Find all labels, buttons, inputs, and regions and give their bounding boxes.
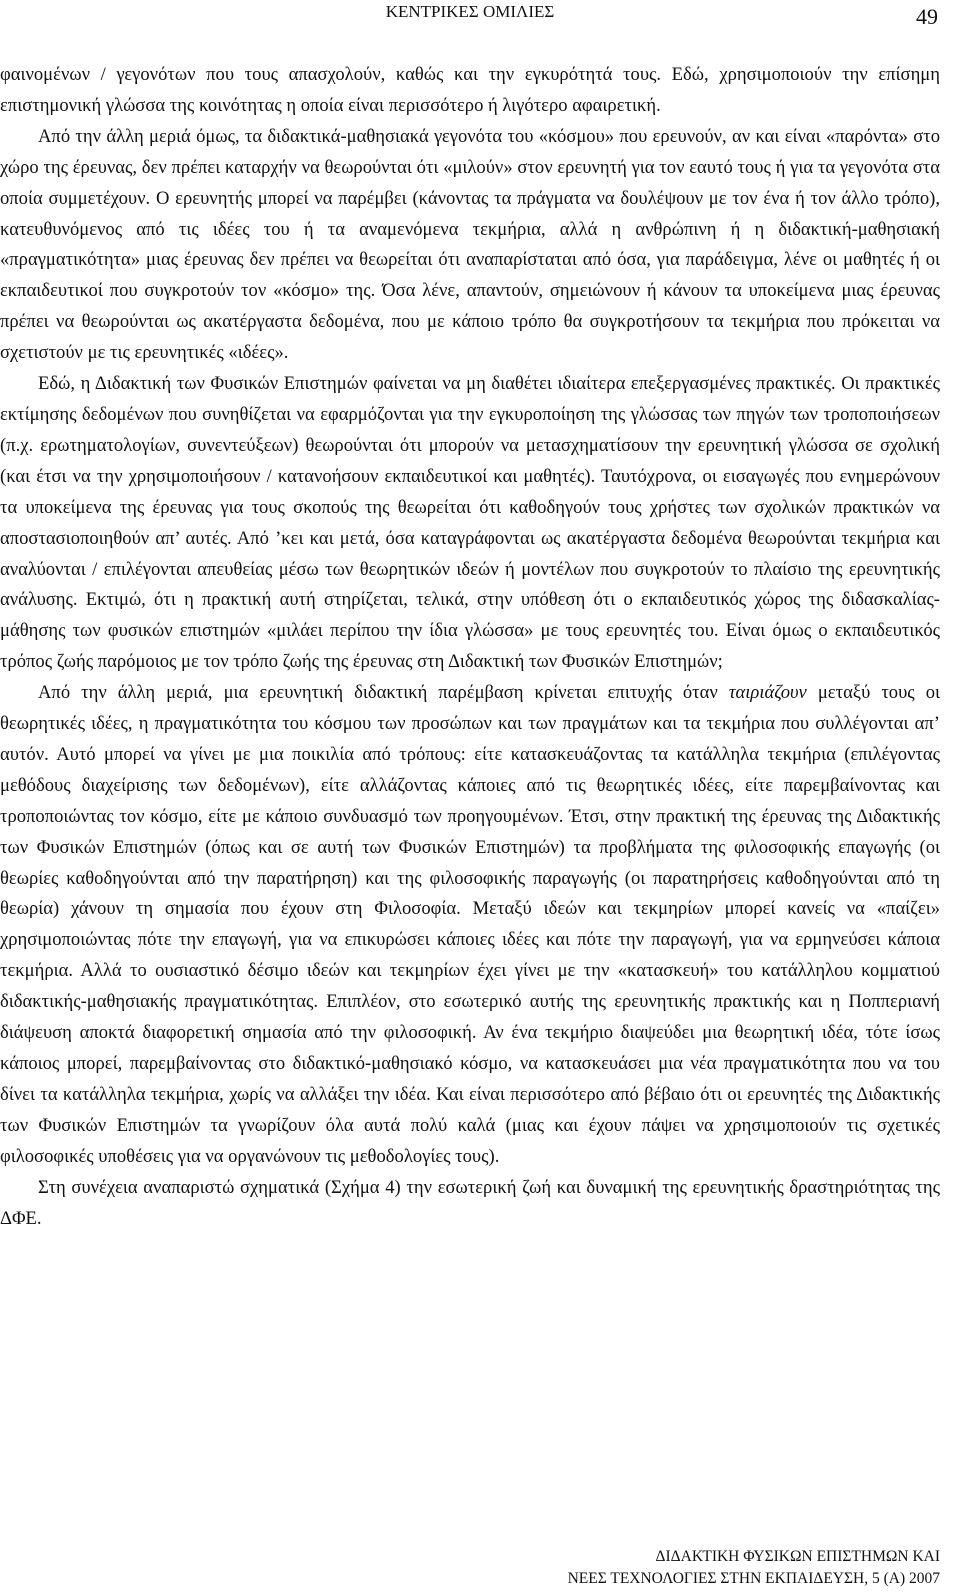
paragraph-continuation: φαινομένων / γεγονότων που τους απασχολούν, καθώς και την εγκυρότητά τους. Εδώ, χρησιμοποιούν την επίσημη επιστημονική γλώσσα της κοινότητας η οποία είναι περισσότερο ή λιγότερο αφαιρετική. [0, 64, 940, 116]
page-number: 49 [916, 4, 938, 29]
running-title: ΚΕΝΤΡΙΚΕΣ ΟΜΙΛΙΕΣ [385, 2, 555, 21]
paragraph: Εδώ, η Διδακτική των Φυσικών Επιστημών φαίνεται να μη διαθέτει ιδιαίτερα επεξεργασμένες πρακτικές. Οι πρακτικές εκτίμησης δεδομένων που συνηθίζεται να εφαρμόζονται για την εγκυροποίηση της γλώσσας των πηγών των τροποποιήσεων (π.χ. ερωτηματολογίων, συνεντεύξεων) θεωρούνται ότι μπορούν να μετασχηματίσουν την ερευνητική γλώσσα σε σχολική (και έτσι να την χρησιμοποιήσουν / κατανοήσουν εκπαιδευτικοί και μαθητές). Ταυτόχρονα, οι εισαγωγές που ενημερώνουν τα υποκείμενα της έρευνας για τους σκοπούς της θεωρείται ότι καθοδηγούν τους χρήστες των σχολικών πρακτικών να αποστασιοποιηθούν απ’ αυτές. Από ’κει και μετά, όσα καταγράφονται ως ακατέργαστα δεδομένα θεωρούνται τεκμήρια και αναλύονται / επιλέγονται απευθείας μέσω των θεωρητικών ιδεών ή μοντέλων που συγκροτούν το πλαίσιο της ερευνητικής ανάλυσης. Εκτιμώ, ότι η πρακτική αυτή στηρίζεται, τελικά, στην υπόθεση ότι ο εκπαιδευτικός χώρος της διδασκαλίας-μάθησης των φυσικών επιστημών «μιλάει περίπου την ίδια γλώσσα» με τους ερευνητές του. Είναι όμως ο εκπαιδευτικός τρόπος ζωής παρόμοιος με τον τρόπο ζωής της έρευνας στη Διδακτική των Φυσικών Επιστημών; [0, 373, 940, 673]
footer-line: ΝΕΕΣ ΤΕΧΝΟΛΟΓΙΕΣ ΣΤΗΝ ΕΚΠΑΙΔΕΥΣΗ, 5 (Α) 2007 [567, 1570, 940, 1587]
paragraph: Από την άλλη μεριά όμως, τα διδακτικά-μαθησιακά γεγονότα του «κόσμου» που ερευνούν, αν και είναι «παρόντα» στο χώρο της έρευνας, δεν πρέπει καταρχήν να θεωρούνται ότι «μιλούν» στον ερευνητή για τον εαυτό τους ή για τα γεγονότα στα οποία συμμετέχουν. Ο ερευνητής μπορεί να παρέμβει (κάνοντας τα πράγματα να δουλέψουν με τον ένα ή τον άλλο τρόπο), κατευθυνόμενος από τις ιδέες του ή τα αναμενόμενα τεκμήρια, αλλά η ανθρώπινη ή η διδακτική-μαθησιακή «πραγματικότητα» μιας έρευνας δεν πρέπει να θεωρείται ότι αναπαρίσταται από όσα, για παράδειγμα, λένε οι μαθητές ή οι εκπαιδευτικοί που συγκροτούν τον «κόσμο» της. Όσα λένε, απαντούν, σημειώνουν ή κάνουν τα υποκείμενα μιας έρευνας πρέπει να θεωρούνται ως ακατέργαστα δεδομένα, που με κάποιο τρόπο θα συγκροτήσουν τα τεκμήρια που πρόκειται να σχετιστούν με τις ερευνητικές «ιδέες». [0, 125, 940, 364]
paragraph [0, 678, 940, 1173]
emphasis-term: ταιριάζουν [728, 682, 807, 704]
paragraph-text: μεταξύ τους οι θεωρητικές ιδέες, η πραγματικότητα του κόσμου των προσώπων και των πραγμάτων και τα τεκμήρια που συλλέγονται απ’ αυτόν. Αυτό μπορεί να γίνει με μια ποικιλία από τρόπους: είτε κατασκευάζοντας τα κατάλληλα τεκμήρια (επιλέγοντας μεθόδους διαχείρισης των δεδομένων), είτε αλλάζοντας κάποιες από τις θεωρητικές ιδέες, είτε παρεμβαίνοντας και τροποποιώντας τον κόσμο, είτε με κάποιο συνδυασμό των προηγουμένων. Έτσι, στην πρακτική της έρευνας της Διδακτικής των Φυσικών Επιστημών (όπως και σε αυτή των Φυσικών Επιστημών) τα προβλήματα της φιλοσοφικής επαγωγής (οι θεωρίες καθοδηγούνται από την παρατήρηση) και της φιλοσοφικής παραγωγής (οι παρατηρήσεις καθοδηγούνται από τη θεωρία) χάνουν τη σημασία που έχουν στη Φιλοσοφία. Μεταξύ ιδεών και τεκμηρίων μπορεί κανείς να «παίζει» χρησιμοποιώντας πότε την επαγωγή, για να επικυρώσει κάποιες ιδέες και πότε την παραγωγή, για να ερμηνεύσει κάποια τεκμήρια. Αλλά το ουσιαστικό δέσιμο ιδεών και τεκμηρίων έχει γίνει με την «κατασκευή» του κατάλληλου κομματιού διδακτικής-μαθησιακής πραγματικότητας. Επιπλέον, στο εσωτερικό αυτής της ερευνητικής πρακτικής και η Ποππεριανή διάψευση αποκτά διαφορετική σημασία από την φιλοσοφική. Αν ένα τεκμήριο διαψεύδει μια θεωρητική ιδέα, τότε ίσως κάποιος μπορεί, παρεμβαίνοντας στο διδακτικό-μαθησιακό κόσμο, να κατασκευάσει μια νέα πραγματικότητα που να του δίνει τα κατάλληλα τεκμήρια, χωρίς να αλλάξει την ιδέα. Και είναι περισσότερο από βέβαιο ότι οι ερευνητές της Διδακτικής των Φυσικών Επιστημών τα γνωρίζουν όλα αυτά πολύ καλά (μιας και έχουν πάψει να χρησιμοποιούν τις σχετικές φιλοσοφικές υποθέσεις για να οργανώνουν τις μεθοδολογίες τους). [0, 682, 940, 1167]
journal-footer [0, 1546, 940, 1590]
running-header [0, 0, 960, 29]
paragraph: Στη συνέχεια αναπαριστώ σχηματικά (Σχήμα 4) την εσωτερική ζωή και δυναμική της ερευνητικής δραστηριότητας της ΔΦΕ. [0, 1176, 940, 1229]
footer-line: ΔΙΔΑΚΤΙΚΗ ΦΥΣΙΚΩΝ ΕΠΙΣΤΗΜΩΝ ΚΑΙ [655, 1548, 940, 1565]
body-text [0, 60, 940, 1495]
paragraph-text: Από την άλλη μεριά, μια ερευνητική διδακτική παρέμβαση κρίνεται επιτυχής όταν [38, 682, 729, 704]
